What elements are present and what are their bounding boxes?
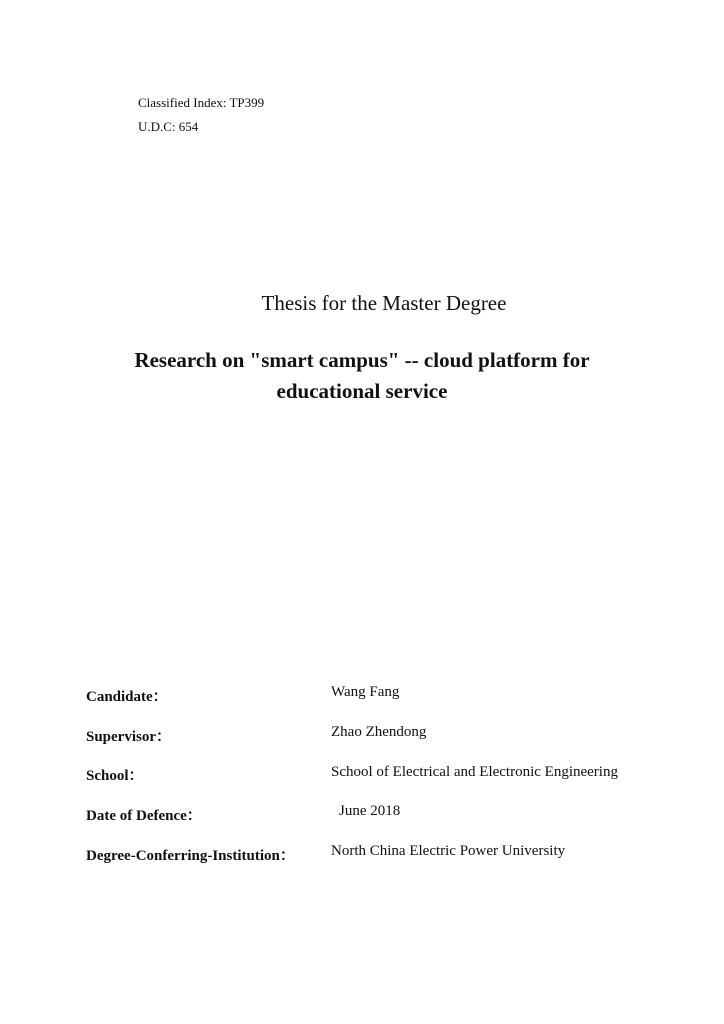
institution-label: Degree-Conferring-Institution： — [86, 848, 295, 864]
school-label: School： — [86, 768, 144, 784]
degree-heading: Thesis for the Master Degree — [261, 291, 507, 315]
thesis-title — [80, 345, 644, 407]
school-value: School of Electrical and Electronic Engineering — [331, 764, 618, 780]
defence-date-value: June 2018 — [339, 803, 401, 819]
thesis-title-line-2: educational service — [276, 379, 448, 403]
udc-number: U.D.C: 654 — [138, 119, 199, 134]
supervisor-value: Zhao Zhendong — [331, 724, 427, 740]
institution-value: North China Electric Power University — [331, 843, 566, 859]
classified-index: Classified Index: TP399 — [138, 95, 265, 110]
candidate-value: Wang Fang — [331, 684, 400, 700]
candidate-label: Candidate： — [86, 689, 168, 705]
thesis-title-line-1: Research on "smart campus" -- cloud platform for — [134, 348, 590, 372]
defence-date-label: Date of Defence： — [86, 808, 202, 824]
supervisor-label: Supervisor： — [86, 729, 172, 745]
